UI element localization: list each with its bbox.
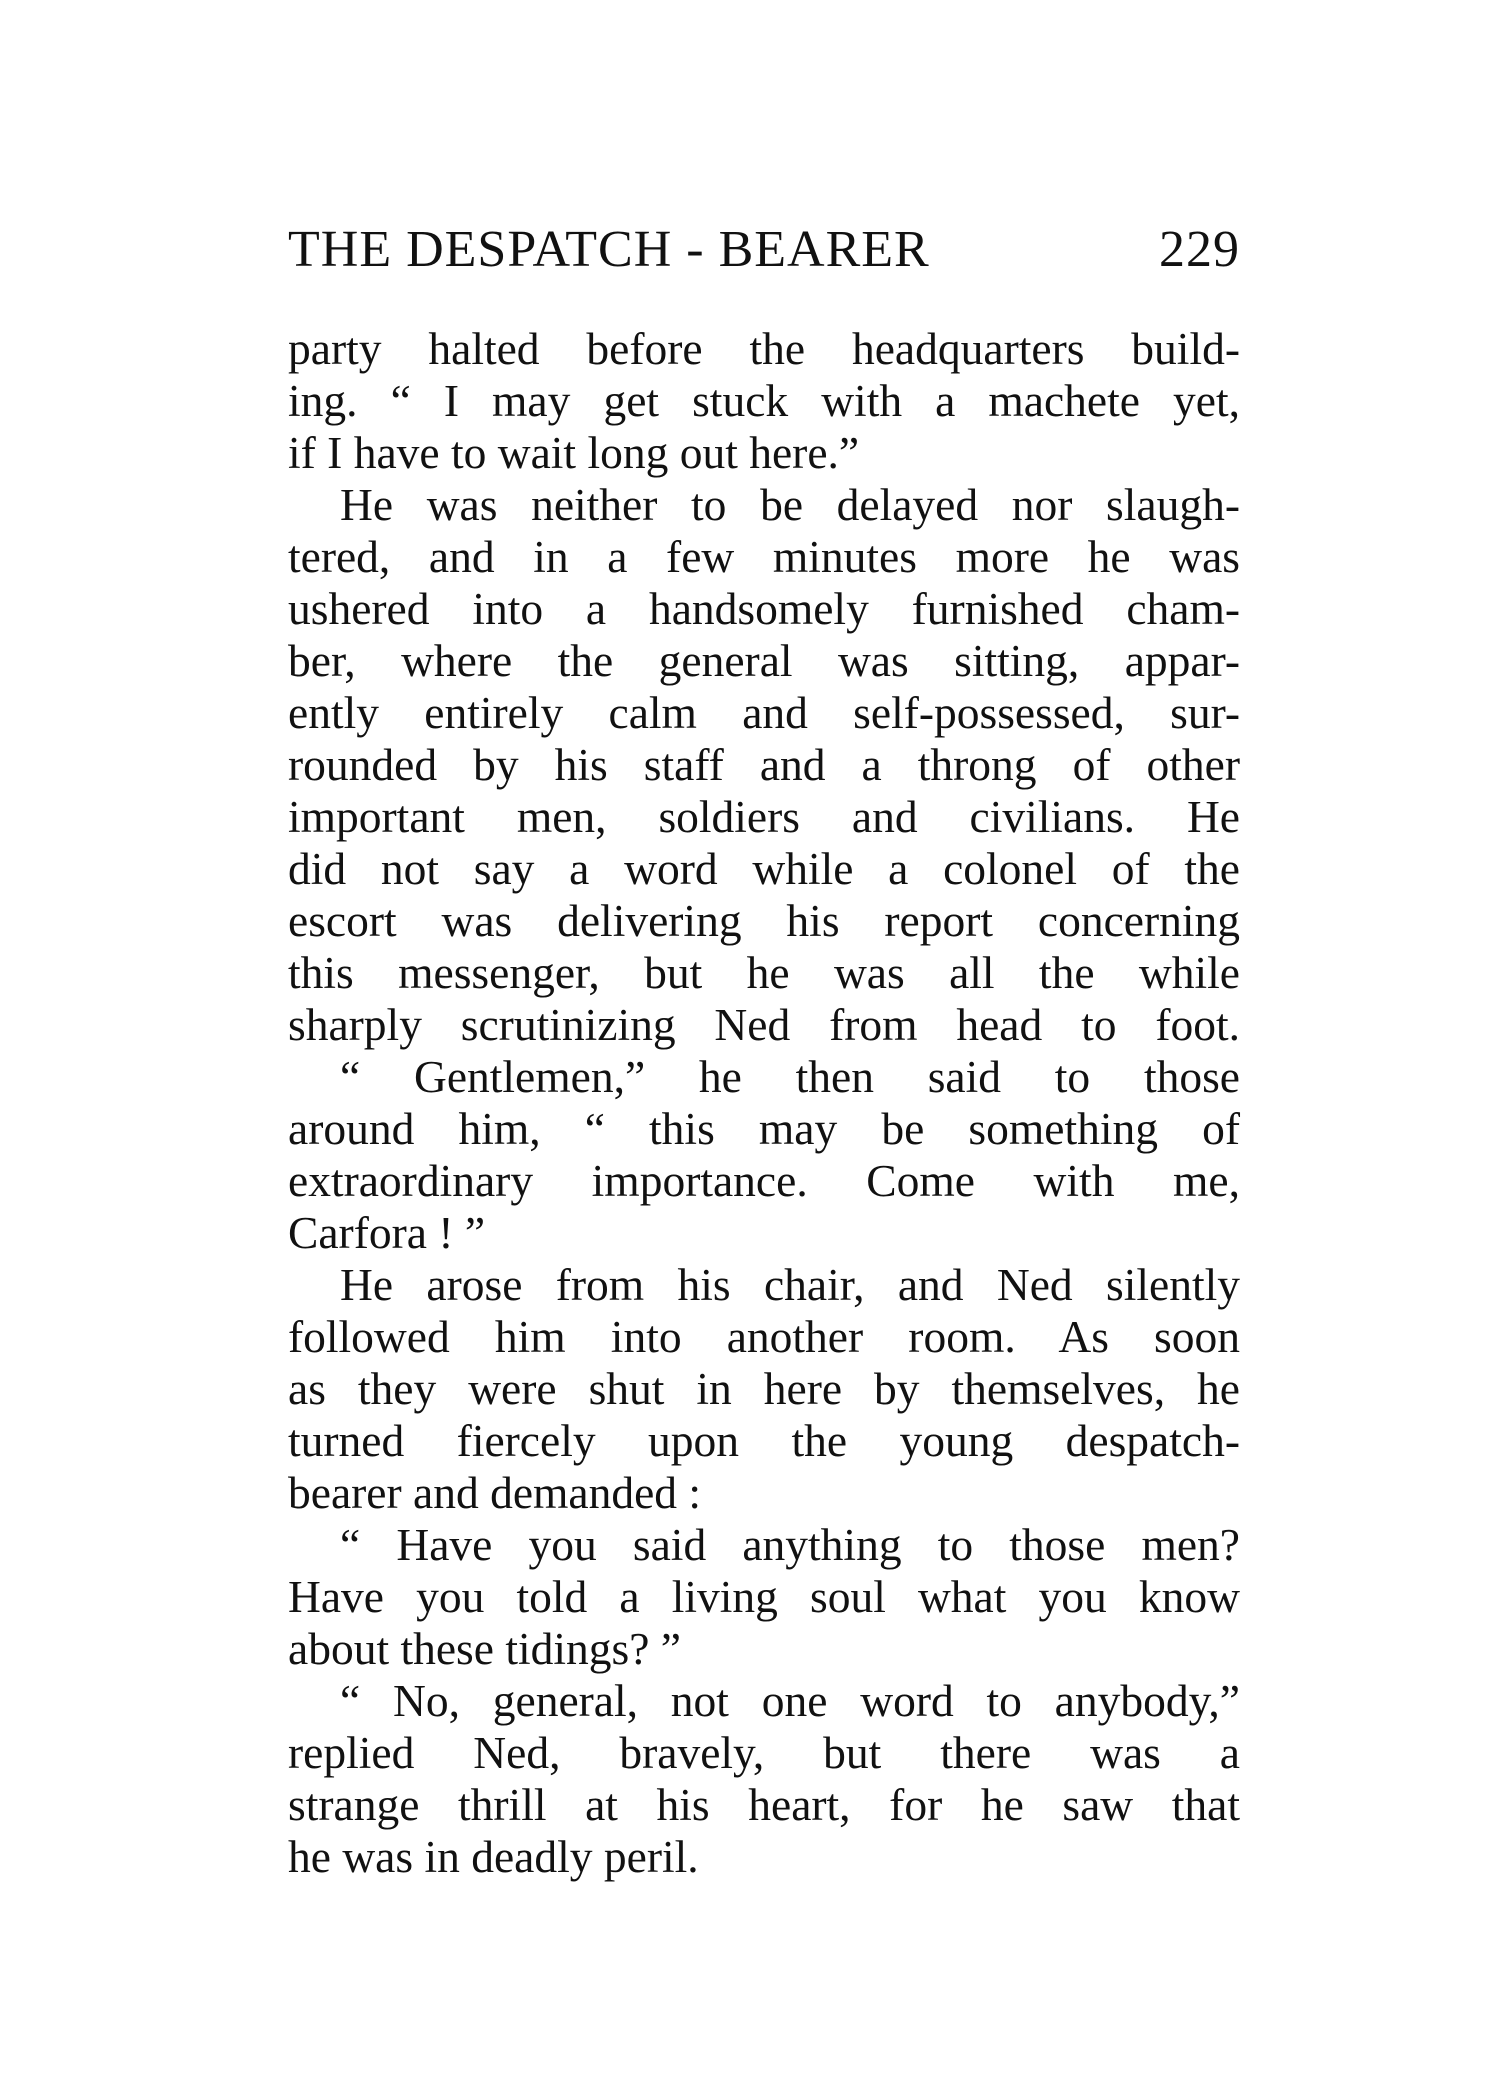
text-line: rounded by his staff and a throng of other <box>288 739 1240 790</box>
text-line: as they were shut in here by themselves, he <box>288 1363 1240 1414</box>
text-line: bearer and demanded : <box>288 1467 702 1518</box>
text-line: about these tidings? ” <box>288 1623 681 1674</box>
running-head <box>288 218 1240 282</box>
text-line: ushered into a handsomely furnished cham- <box>288 583 1240 634</box>
text-line: Carfora ! ” <box>288 1207 486 1258</box>
text-line: turned fiercely upon the young despatch- <box>288 1415 1240 1466</box>
text-line: if I have to wait long out here.” <box>288 427 860 478</box>
text-line: did not say a word while a colonel of the <box>288 843 1240 894</box>
body-text <box>288 323 1240 1883</box>
text-line: followed him into another room. As soon <box>288 1311 1240 1362</box>
text-line: He was neither to be delayed nor slaugh- <box>340 479 1240 530</box>
text-line: replied Ned, bravely, but there was a <box>288 1727 1240 1778</box>
text-line: He arose from his chair, and Ned silently <box>340 1259 1240 1310</box>
text-line: this messenger, but he was all the while <box>288 947 1240 998</box>
text-line: escort was delivering his report concerning <box>288 895 1240 946</box>
text-line: Have you told a living soul what you know <box>288 1571 1240 1622</box>
page-number: 229 <box>1159 221 1240 278</box>
text-line: strange thrill at his heart, for he saw that <box>288 1779 1240 1830</box>
text-line: ing. “ I may get stuck with a machete yet, <box>288 375 1240 426</box>
text-line: ber, where the general was sitting, appar- <box>288 635 1240 686</box>
text-line: ently entirely calm and self-possessed, sur- <box>288 687 1240 738</box>
text-line: around him, “ this may be something of <box>288 1103 1240 1154</box>
text-line: sharply scrutinizing Ned from head to foot. <box>288 999 1240 1050</box>
text-line: tered, and in a few minutes more he was <box>288 531 1240 582</box>
text-line: “ Gentlemen,” he then said to those <box>340 1051 1240 1102</box>
text-line: important men, soldiers and civilians. He <box>288 791 1240 842</box>
text-line: he was in deadly peril. <box>288 1831 699 1882</box>
text-line: extraordinary importance. Come with me, <box>288 1155 1240 1206</box>
running-title: THE DESPATCH - BEARER <box>288 221 930 278</box>
text-line: party halted before the headquarters build- <box>288 323 1240 374</box>
text-line: “ Have you said anything to those men? <box>340 1519 1240 1570</box>
text-line: “ No, general, not one word to anybody,” <box>340 1675 1240 1726</box>
